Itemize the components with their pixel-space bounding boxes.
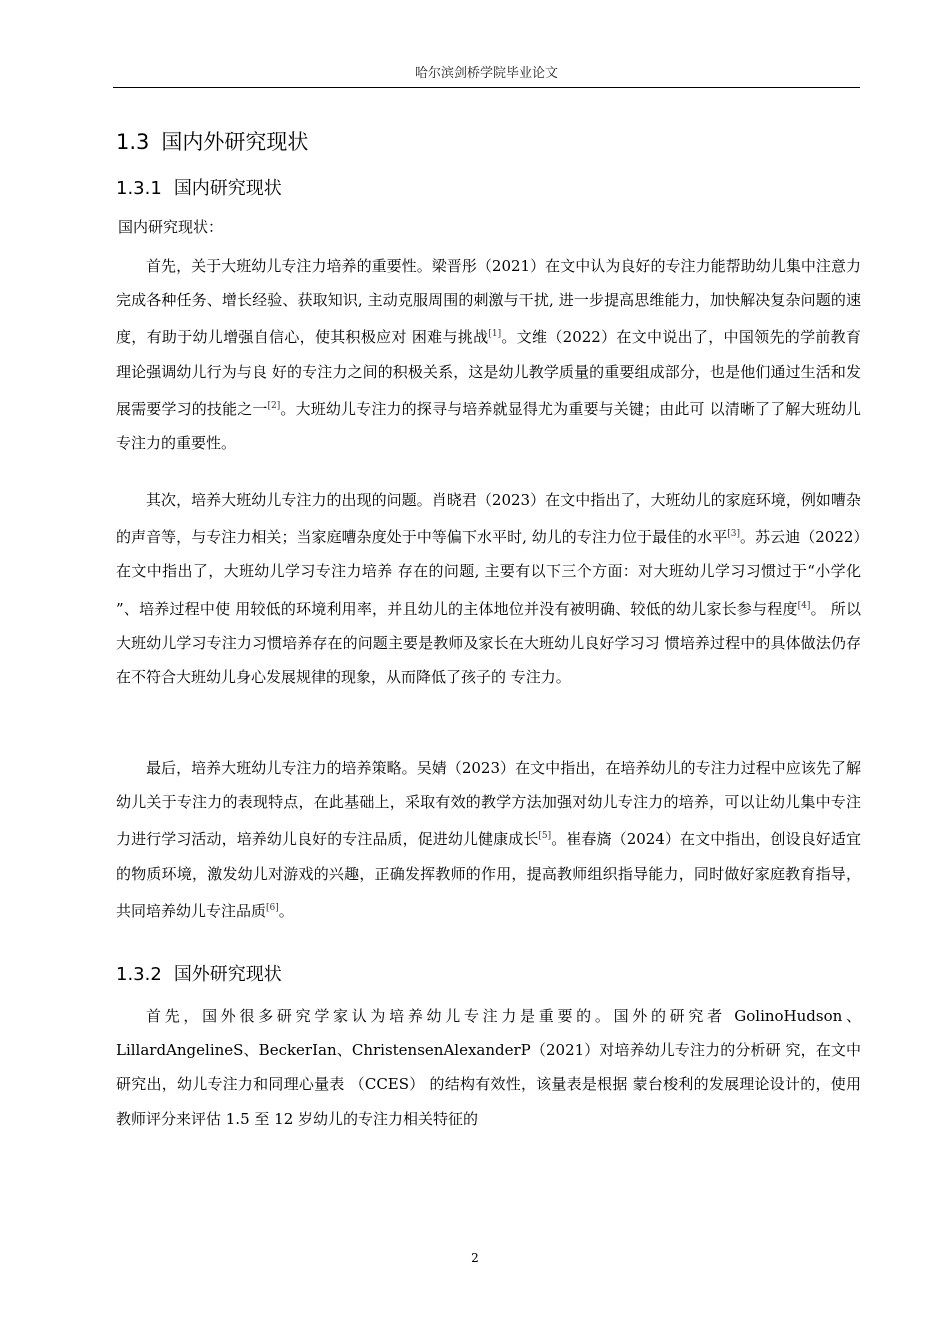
citation-6: [6] <box>266 902 279 913</box>
subsection-title: 国内研究现状 <box>173 178 282 199</box>
citation-4: [4] <box>797 600 811 611</box>
paragraph-importance: 首先，关于大班幼儿专注力培养的重要性。梁晋彤（2021）在文中认为良好的专注力能帮助幼儿集中注意力完成各种任务、增长经验、获取知识, 主动克服周围的刺激与干扰, 进一步提高思维能力，加快解决复杂问题的速度，有助于幼儿增强自信心，使其积极应对 困难与挑战[1]。文维（2022）在文中说出了，中国领先的学前教育理论强调幼儿行为与良 好的专注力之间的积极关系，这是幼儿教学质量的重要组成部分，也是他们通过生活和发 展需要学习的技能之一[2]。大班幼儿专注力的探寻与培养就显得尤为重要与关键；由此可 以清晰了了解大班幼儿专注力的重要性。 <box>116 257 861 453</box>
subsection-title: 国外研究现状 <box>173 964 282 985</box>
citation-3: [3] <box>727 529 741 540</box>
section-number: 1.3 <box>116 130 150 154</box>
citation-1: [1] <box>488 329 502 340</box>
citation-5: [5] <box>538 831 552 842</box>
page-header: 哈尔滨剑桥学院毕业论文 <box>113 62 860 88</box>
subsection-number: 1.3.2 <box>116 964 162 985</box>
section-heading <box>116 126 308 156</box>
subsection-number: 1.3.1 <box>116 178 162 199</box>
citation-2: [2] <box>267 400 281 411</box>
paragraph-strategies: 最后，培养大班幼儿专注力的培养策略。吴婧（2023）在文中指出，在培养幼儿的专注力过程中应该先了解幼儿关于专注力的表现特点，在此基础上，采取有效的教学方法加强对幼儿专注力的培养，可以让幼儿集中专注力进行学习活动，培养幼儿良好的专注品质，促进幼儿健康成长[5]。崔春旖（2024）在文中指出，创设良好适宜的物质环境，激发幼儿对游戏的兴趣，正确发挥教师的作用，提高教师组织指导能力，同时做好家庭教育指导，共同培养幼儿专注品质[6]。 <box>116 759 861 920</box>
paragraph-problems: 其次，培养大班幼儿专注力的出现的问题。肖晓君（2023）在文中指出了，大班幼儿的家庭环境，例如嘈杂的声音等，与专注力相关；当家庭嘈杂度处于中等偏下水平时, 幼儿的专注力位于最佳的水平[3]。苏云迪（2022）在文中指出了，大班幼儿学习专注力培养 存在的问题, 主要有以下三个方面：对大班幼儿学习习惯过于“小学化 ”、培养过程中使 用较低的环境利用率，并且幼儿的主体地位并没有被明确、较低的幼儿家长参与程度[4]。 所以大班幼儿学习专注力习惯培养存在的问题主要是教师及家长在大班幼儿良好学习习 惯培养过程中的具体做法仍存在不符合大班幼儿身心发展规律的现象，从而降低了孩子的 专注力。 <box>116 491 861 687</box>
paragraph-foreign: 首先，国外很多研究学家认为培养幼儿专注力是重要的。国外的研究者 GolinoHudson、 LillardAngelineS、BeckerIan、ChristensenAlexanderP（2021）对培养幼儿专注力的分析研 究，在文中研究出，幼儿专注力和同理心量表 （CCES） 的结构有效性，该量表是根据 蒙台梭利的发展理论设计的，使用教师评分来评估 1.5 至 12 岁幼儿的专注力相关特征的 <box>116 1007 861 1128</box>
subsection-heading-domestic <box>116 174 282 200</box>
lead-line: 国内研究现状： <box>118 218 224 236</box>
subsection-heading-foreign <box>116 960 282 986</box>
page-number: 2 <box>471 1251 479 1265</box>
section-title: 国内外研究现状 <box>161 130 309 154</box>
